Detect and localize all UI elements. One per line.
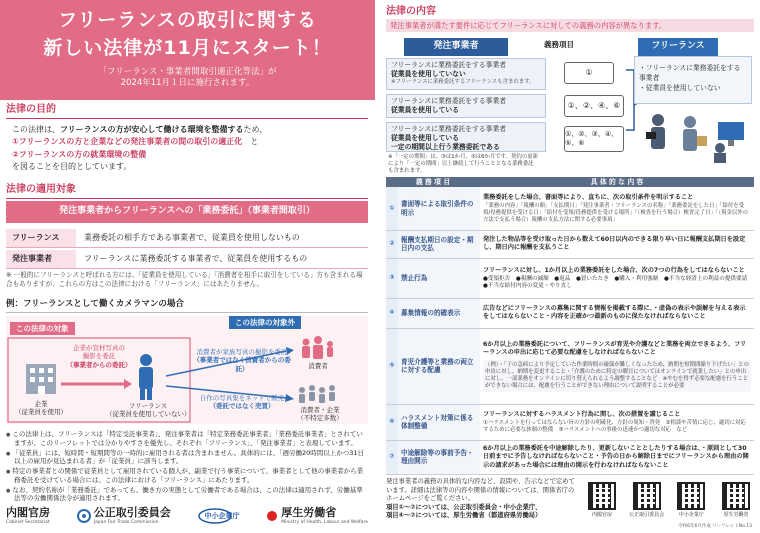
cond-1-note: ※フリーランスに業務委託するフリーランスも含まれます。 — [391, 78, 535, 85]
example-title: 例：フリーランスとして働くカメラマンの場合 — [6, 299, 368, 313]
scope-value: フリーランスに業務委託する事業者で、従業員を使用するもの — [84, 254, 308, 263]
logo-jftc-name: 公正取引委員会 — [93, 506, 171, 520]
purpose-divider — [6, 118, 368, 119]
qr-cabinet[interactable] — [584, 482, 620, 518]
purpose-intro-b: フリーランスの方が安心して働ける環境を整備する — [60, 125, 244, 134]
table-row — [386, 440, 754, 474]
qr-label: 公正取引委員会 — [629, 512, 665, 518]
duty-header: 義務項目 — [544, 40, 574, 49]
crowd-label-b: （不特定多数） — [297, 414, 343, 423]
duty-item: 禁止行為 — [398, 258, 480, 298]
cond-1-line-2: 従業員を使用していない — [391, 69, 466, 78]
left-column — [0, 0, 375, 533]
purpose-and: と — [250, 137, 259, 147]
crowd-label — [290, 406, 350, 423]
scope-row-freelance — [6, 229, 368, 248]
purpose-outro: を図ることを目的としています。 — [12, 162, 132, 172]
jftc-emblem-icon — [77, 509, 91, 523]
qr-label: 中小企業庁 — [678, 512, 704, 518]
logo-cabinet-name: 内閣官房 — [6, 506, 50, 520]
logo-cabinet-sub: Cabinet Secretariat — [6, 520, 50, 526]
duty-detail — [480, 328, 754, 404]
footer-note: 項目①〜⑦については、公正取引委員会・中小企業庁、 — [386, 503, 542, 511]
condition-1 — [386, 58, 546, 90]
request-label-b: 撮影を委託 — [82, 352, 116, 361]
scope-bar: 発注事業者からフリーランスへの「業務委託」（事業者間取引） — [6, 201, 368, 223]
building-icon — [26, 364, 56, 394]
note-item: ● 「従業員」には、短時間・短期間等の一時的に雇用される者は含まれません。具体的には、「週労働20時間以上かつ31日以上の雇用が見込まれる者」が「従業員」に該当します。 — [6, 449, 368, 467]
duty-detail — [480, 440, 754, 474]
scope-row-orderer — [6, 250, 368, 269]
duty-table — [386, 177, 754, 475]
footer-notes — [386, 478, 576, 521]
duty-number: ⑥ — [386, 404, 398, 440]
duty-detail-sub: 「業務の内容」「報酬の額」「支払期日」「発注事業者・フリーランスの名称」「業務委託をした日」「給付を受領/役務提供を受ける日」「給付を受領/役務提供を受ける場所」「（検査を行う場合）検査完了日」「（現金以外の方法で支払う場合）報酬の支払方法に関する必要事項」 — [483, 202, 749, 223]
example-diagram — [6, 316, 368, 424]
duty-item: 募集情報の的確表示 — [398, 298, 480, 328]
logo-jftc-sub: Japan Fair Trade Commission — [93, 520, 159, 526]
content-heading: 法律の内容 — [386, 6, 436, 17]
th-item: 義 務 項 目 — [386, 177, 480, 187]
freelance-header: フリーランス — [638, 38, 718, 56]
notes-list — [6, 430, 368, 504]
duty-detail — [480, 230, 754, 258]
photographer-icon — [646, 114, 665, 149]
qr-code-row — [584, 482, 754, 518]
qr-label: 厚生労働省 — [723, 512, 749, 518]
freelancer-illustration — [642, 108, 752, 168]
right-column — [384, 0, 756, 533]
request-label-a: 企業が宣材写真の — [73, 344, 125, 352]
duty-detail-main: フリーランスに対するハラスメント行為に関し、次の措置を講じること — [483, 410, 681, 418]
banner-line-1: 「フリーランス・事業者間取引適正化等法」が — [98, 66, 277, 77]
banner-line-2: 2024年11月１日に施行されます。 — [120, 78, 255, 89]
cond-3-line-2: 従業員を使用している — [391, 133, 459, 142]
purpose-intro-a: この法律は、 — [12, 125, 60, 134]
duty-number: ① — [386, 187, 398, 230]
computer-worker-icon — [714, 122, 744, 163]
tag-covered: この法律の対象 — [10, 322, 75, 335]
qr-label: 内閣官房 — [591, 512, 612, 518]
purpose-point-2: ②フリーランスの方の就業環境の整備 — [12, 149, 147, 159]
freelancer-label-a: フリーランス — [128, 402, 168, 410]
cond-3-line-3: 一定の期間以上行う業務委託である — [391, 142, 500, 151]
duty-detail-sub: （例）・「子の急病により予定していた作業時間の確保が難しくなったため、納期を短期間繰り下げたい」との申出に対し、納期を変更すること・「介護のために特定の曜日についてはオンラインで就業したい」との申出に対し、一部業務をオンラインに切り替えられるよう調整することなど ※やむを得ず必要な配慮を行うことができない場合には、配慮を行うことができない理由について説明することが必要 — [483, 360, 751, 392]
duty-detail-main: 広告などにフリーランスの募集に関する情報を掲載する際に、・虚偽の表示や誤解を与える表示をしてはならないこと・内容を正確かつ最新のものに保たなければならないこと — [483, 305, 746, 321]
scope-note: ※ 一般的にフリーランスと呼ばれる方には、「従業員を使用している」「消費者を相手に取引をしている」方も含まれる場合もありますが、これらの方はこの法律における「フリーランス」にはあたりません。 — [6, 271, 363, 288]
document-footnote: 令和6年6月作成 リーフレットNo.13 — [678, 524, 752, 529]
duty-detail — [480, 187, 754, 230]
consumer-request-b: （事業者ではなく消費者からの委託） — [193, 356, 291, 373]
company-label-b: （従業員を使用） — [15, 408, 67, 417]
scope-divider — [6, 198, 368, 199]
cond-2-line-1: フリーランスに業務委託をする事業者 — [391, 97, 507, 105]
note-item: ● なお、契約名称が「業務委託」であっても、働き方の実態として労働者である場合は、この法律は適用されず、労働基準法等の労働関係法令が適用されます。 — [6, 486, 368, 504]
duty-set-2: ①、②、④、⑥ — [564, 95, 624, 117]
duty-item: ハラスメント対策に係る体制整備 — [398, 404, 480, 440]
duty-number: ③ — [386, 258, 398, 298]
logo-cabinet — [6, 506, 50, 525]
table-row — [386, 404, 754, 440]
qr-code-icon — [588, 482, 616, 510]
duty-item: 育児介護等と業務の両立に対する配慮 — [398, 328, 480, 404]
duty-set-1: ① — [564, 62, 614, 84]
qr-code-icon — [677, 482, 705, 510]
self-sale-a: 自作の写真集をネットで販売 — [199, 394, 285, 402]
qr-code-icon — [633, 482, 661, 510]
duty-detail-main: 6か月以上の業務委託について、フリーランスが育児や介護などと業務を両立できるよう、フリーランスの申出に応じて必要な配慮をしなければならないこと — [483, 341, 747, 357]
duty-detail-sub: ●受領拒否 ●報酬の減額 ●返品 ●買いたたき ●購入・利用強制 ●不当な経済上の利益の提供要請 ●不当な給付内容の変更・やり直し — [483, 275, 753, 290]
th-detail: 具 体 的 な 内 容 — [480, 177, 754, 187]
cond-1-line-1: フリーランスに業務委託をする事業者 — [391, 61, 507, 69]
request-label-c: （事業者からの委託） — [66, 360, 132, 369]
duty-set-3: ①、②、③、④、⑤、⑥ — [564, 126, 624, 152]
logo-jftc — [77, 506, 171, 525]
duty-detail — [480, 258, 754, 298]
table-row — [386, 328, 754, 404]
duty-detail-main: 業務委託をした場合、書面等により、直ちに、次の取引条件を明示すること — [483, 193, 694, 201]
condition-3 — [386, 122, 546, 152]
consumer-label: 消費者 — [308, 362, 328, 370]
period-note: ※「一定の期間」は、③は1か月、⑤は6か月です。契約の更新により「一定の期間」以上継続して行うこととなる業務委託も含まれます。 — [388, 154, 538, 175]
table-row — [386, 187, 754, 230]
qr-code-icon — [722, 482, 750, 510]
freelancer-label-b: （従業員を使用していない） — [106, 410, 191, 419]
company-label — [8, 400, 74, 417]
freelancer-icon — [139, 354, 153, 400]
crowd-label-a: 消費者・企業 — [300, 406, 340, 414]
duty-detail-sub: ①ハラスメントを行ってはならない旨の方針の明確化、方針の周知・啓発 ②相談や苦情に応じ、適切に対応するために必要な体制の整備 ③ハラスメントへの事後の迅速かつ適切な対応 など — [483, 420, 746, 434]
duty-number: ⑦ — [386, 440, 398, 474]
tag-not-covered: この法律の対象外 — [229, 316, 301, 329]
freelancer-label — [106, 402, 190, 419]
scope-value: 業務委託の相手方である事業者で、従業員を使用しないもの — [84, 233, 300, 242]
purpose-text — [12, 124, 367, 174]
duty-number: ② — [386, 230, 398, 258]
duty-detail-main: 発注した物品等を受け取った日から数えて60日以内のできる限り早い日に報酬支払期日を設定し、期日内に報酬を支払うこと — [483, 236, 746, 252]
logo-mhlw-name: 厚生労働省 — [281, 506, 337, 520]
freelance-definition — [634, 56, 752, 104]
purpose-point-1: ①フリーランスの方と企業などの発注事業者の間の取引の適正化 — [12, 137, 243, 147]
footer-note: 発注事業者の義務の具体的な内容など、設問や、告示などで定めています。詳細は法律等の内容や関係の情報については、関係省庁のホームページをご覧ください。 — [386, 478, 575, 502]
duty-detail-main: フリーランスに対し、1か月以上の業務委託をした場合、次の7つの行為をしてはならないこと — [483, 266, 745, 274]
self-sale-b: （委託ではなく売買） — [209, 402, 275, 411]
duty-item: 報酬支払期日の設定・期日内の支払 — [398, 230, 480, 258]
freelance-def-1: ・フリーランスに業務委託をする事業者 — [639, 64, 741, 83]
mhlw-emblem-icon — [266, 510, 278, 522]
scope-key: フリーランス — [6, 229, 76, 247]
banner-title-2: 新しい法律が11月にスタート！ — [43, 36, 332, 59]
crowd-icon — [299, 385, 335, 403]
duty-detail — [480, 404, 754, 440]
logo-sme-name: 中小企業庁 — [204, 511, 240, 520]
request-label — [64, 344, 134, 369]
cond-2-line-2: 従業員を使用している — [391, 105, 459, 114]
purpose-heading: 法律の目的 — [6, 104, 56, 115]
self-sale-label — [192, 394, 292, 411]
courier-icon — [683, 116, 707, 151]
table-row — [386, 258, 754, 298]
duty-detail — [480, 298, 754, 328]
logo-sme — [198, 508, 240, 524]
freelance-def-2: ・従業員を使用していない — [639, 84, 721, 93]
scope-key: 発注事業者 — [6, 250, 76, 268]
content-subheading: 発注事業者が満たす要件に応じてフリーランスに対しての義務の内容が異なります。 — [386, 19, 754, 32]
table-row — [386, 230, 754, 258]
logo-bar — [6, 504, 368, 528]
footer-note: 項目④〜⑦については、厚生労働省（都道府県労働局） — [386, 512, 542, 519]
qr-mhlw[interactable] — [718, 482, 754, 518]
qr-sme[interactable] — [673, 482, 709, 518]
table-row — [386, 298, 754, 328]
company-label-a: 企業 — [34, 400, 48, 408]
title-banner — [0, 0, 375, 100]
condition-2 — [386, 94, 546, 118]
duty-number: ④ — [386, 298, 398, 328]
duty-detail-main: 6か月以上の業務委託を中途解除したり、更新しないこととしたりする場合は、・原則として30日前までに予告しなければならないこと・予告の日から解除日までにフリーランスから理由の開示の請求があった場合には理由の開示を行わなければならないこと — [483, 445, 749, 469]
scope-heading: 法律の適用対象 — [6, 184, 76, 195]
cond-3-line-1: フリーランスに業務委託をする事業者 — [391, 125, 507, 133]
logo-mhlw-sub: Ministry of Health, Labour and Welfare — [281, 520, 368, 526]
banner-title-1: フリーランスの取引に関する — [58, 9, 317, 31]
logo-mhlw — [266, 506, 368, 525]
duty-number: ⑤ — [386, 328, 398, 404]
duty-item: 書面等による取引条件の明示 — [398, 187, 480, 230]
duty-item: 中途解除等の事前予告・理由開示 — [398, 440, 480, 474]
qr-jftc[interactable] — [629, 482, 665, 518]
orderer-header: 発注事業者 — [404, 38, 508, 56]
consumer-request-label — [192, 348, 292, 373]
consumer-request-a: 消費者が家族写真の撮影を委託 — [196, 348, 288, 356]
purpose-intro-c: ため、 — [243, 125, 268, 134]
consumer-icon — [302, 336, 333, 359]
note-item: ● 特定の事業者との関係で従業員として雇用されている個人が、副業で行う事業について、事業者として他の事業者から業務委託を受けている場合には、この法律における「フリーランス」にあたります。 — [6, 467, 368, 485]
note-item: ● この法律上は、フリーランスは「特定受託事業者」、発注事業者は「特定業務委託事業者」「業務委託事業者」とされていますが、このリーフレットでは分かりやすさを優先し、それぞれ「フリーランス」、「発注事業者」と表現しています。 — [6, 430, 368, 448]
